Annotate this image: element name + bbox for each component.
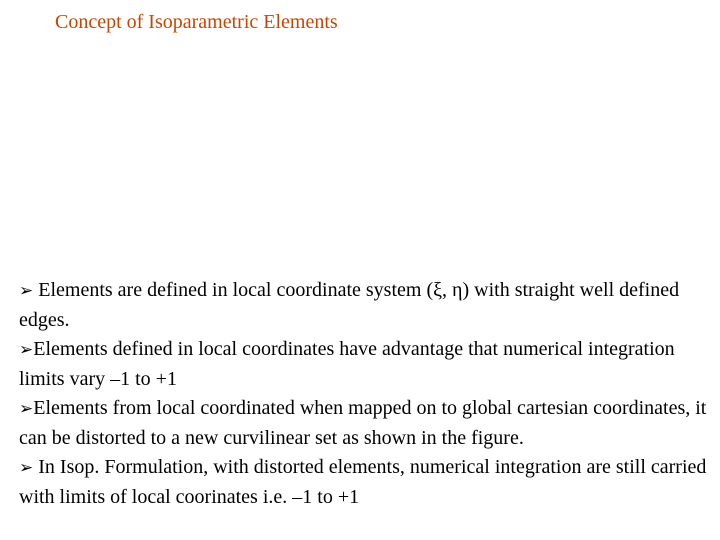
bullet-text: In Isop. Formulation, with distorted elements, numerical integration are still carried with limits of local coorinates i.e. –1 to +1	[19, 456, 707, 508]
bullet-arrow-icon: ➢	[19, 458, 34, 478]
bullet-item	[19, 276, 715, 335]
bullet-item	[19, 335, 715, 394]
bullet-arrow-icon: ➢	[19, 340, 34, 360]
bullet-item	[19, 394, 715, 453]
bullet-item	[19, 453, 715, 512]
bullet-arrow-icon: ➢	[19, 399, 34, 419]
bullet-text: Elements from local coordinated when mapped on to global cartesian coordinates, it can be distorted to a new curvilinear set as shown in the figure.	[19, 397, 707, 449]
bullet-text: Elements are defined in local coordinate system (ξ, η) with straight well defined edges.	[19, 279, 680, 331]
bullet-list	[19, 276, 715, 512]
slide-title: Concept of Isoparametric Elements	[55, 11, 338, 33]
bullet-text: Elements defined in local coordinates have advantage that numerical integration limits vary –1 to +1	[19, 338, 675, 390]
bullet-arrow-icon: ➢	[19, 281, 34, 301]
